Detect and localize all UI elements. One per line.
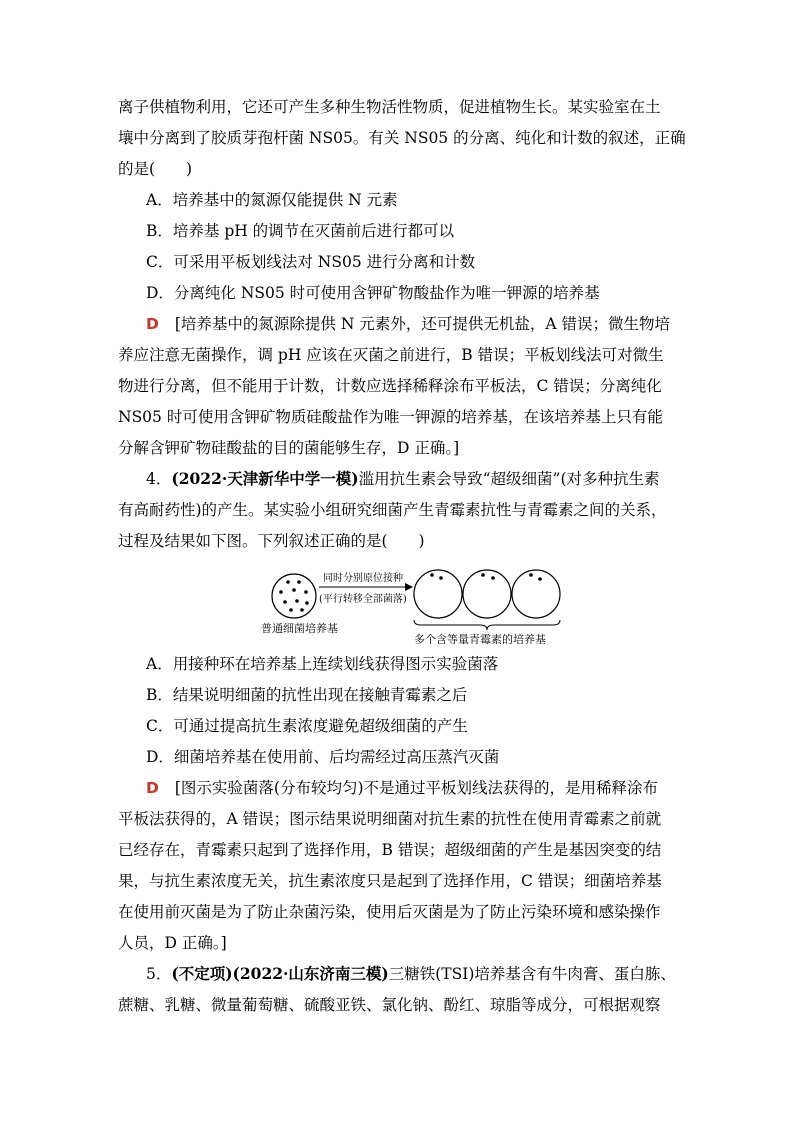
penicillin-dish-2 (463, 570, 511, 618)
q4-stem-first: 滥用抗生素会导致“超级细菌”(对多种抗生素 (358, 470, 660, 488)
q3-answer-letter: D (146, 315, 159, 333)
arrow-label-2: (平行转移全部菌落) (319, 594, 407, 605)
q3-option-d: D．分离纯化 NS05 时可使用含钾矿物酸盐作为唯一钾源的培养基 (146, 284, 600, 302)
q3-explanation-5: 分解含钾矿物硅酸盐的目的菌能够生存，D 正确。] (118, 439, 460, 457)
q5-number: 5． (146, 965, 172, 983)
q4-explanation-1: [图示实验菌落(分布较均匀)不是通过平板划线法获得的，是用稀释涂布 (174, 779, 659, 797)
arrow-label-1: 同时分别原位接种 (323, 573, 403, 584)
q4-explanation-2: 平板法获得的，A 错误；图示结果说明细菌对抗生素的抗性在使用青霉素之前就 (118, 810, 662, 828)
q4-explanation-5: 在使用前灭菌是为了防止杂菌污染，使用后灭菌是为了防止污染环境和感染操作 (118, 903, 661, 921)
q3-option-c: C．可采用平板划线法对 NS05 进行分离和计数 (146, 253, 476, 271)
q3-option-b: B．培养基 pH 的调节在灭菌前后进行都可以 (146, 222, 455, 240)
q3-explanation-2: 养应注意无菌操作，调 pH 应该在灭菌之前进行，B 错误；平板划线法可对微生 (118, 346, 664, 364)
penicillin-culture-label: 多个含等量青霉素的培养基 (414, 633, 546, 644)
bacterial-colonies (279, 580, 309, 612)
ordinary-culture-label: 普通细菌培养基 (261, 622, 338, 635)
q3-option-a: A．培养基中的氮源仅能提供 N 元素 (146, 191, 398, 209)
q4-explanation-4: 果，与抗生素浓度无关，抗生素浓度只是起到了选择作用，C 错误；细菌培养基 (118, 872, 662, 890)
grouping-brace (414, 620, 560, 630)
penicillin-dish-3 (512, 570, 560, 618)
arrow-head (405, 583, 413, 591)
q4-answer-letter: D (146, 779, 159, 797)
penicillin-dish-1 (414, 570, 462, 618)
q5-stem-line-1 (146, 964, 676, 984)
q4-explanation-3: 已经存在，青霉素只起到了选择作用，B 错误；超级细菌的产生是基因突变的结 (118, 841, 662, 859)
q4-stem-line-3: 过程及结果如下图。下列叙述正确的是( ) (118, 532, 425, 550)
q5-source: (不定项)(2022·山东济南三模) (171, 964, 389, 983)
q4-option-a: A．用接种环在培养基上连续划线获得图示实验菌落 (146, 655, 499, 673)
q3-answer-line (146, 314, 670, 334)
q4-source: (2022·天津新华中学一模) (171, 469, 359, 488)
q4-explanation-6: 人员，D 正确。] (118, 934, 227, 952)
q4-option-d: D．细菌培养基在使用前、后均需经过高压蒸汽灭菌 (146, 748, 500, 766)
q4-number: 4． (146, 470, 172, 488)
resistant-colonies (430, 573, 542, 581)
q4-option-c: C．可通过提高抗生素浓度避免超级细菌的产生 (146, 717, 468, 735)
q3-stem-line-3: 的是( ) (118, 160, 193, 178)
q4-stem-line-1 (146, 469, 660, 489)
q3-stem-line-2: 壤中分离到了胶质芽孢杆菌 NS05。有关 NS05 的分离、纯化和计数的叙述，正确 (118, 129, 686, 147)
q4-answer-line (146, 778, 658, 798)
q5-stem-first: 三糖铁(TSI)培养基含有牛肉膏、蛋白胨、 (388, 965, 676, 983)
q3-stem-line-1: 离子供植物利用，它还可产生多种生物活性物质，促进植物生长。某实验室在土 (118, 98, 661, 116)
q3-explanation-3: 物进行分离，但不能用于计数，计数应选择稀释涂布平板法，C 错误；分离纯化 (118, 377, 662, 395)
q4-figure (255, 562, 575, 644)
ordinary-culture-dish (272, 574, 316, 618)
q5-stem-line-2: 蔗糖、乳糖、微量葡萄糖、硫酸亚铁、氯化钠、酚红、琼脂等成分，可根据观察 (118, 996, 661, 1014)
q4-option-b: B．结果说明细菌的抗性出现在接触青霉素之后 (146, 686, 468, 704)
q4-stem-line-2: 有高耐药性)的产生。某实验小组研究细菌产生青霉素抗性与青霉素之间的关系， (118, 501, 667, 519)
q3-explanation-4: NS05 时可使用含钾矿物质硅酸盐作为唯一钾源的培养基，在该培养基上只有能 (118, 408, 663, 426)
q3-explanation-1: [培养基中的氮源除提供 N 元素外，还可提供无机盐，A 错误；微生物培 (174, 315, 670, 333)
